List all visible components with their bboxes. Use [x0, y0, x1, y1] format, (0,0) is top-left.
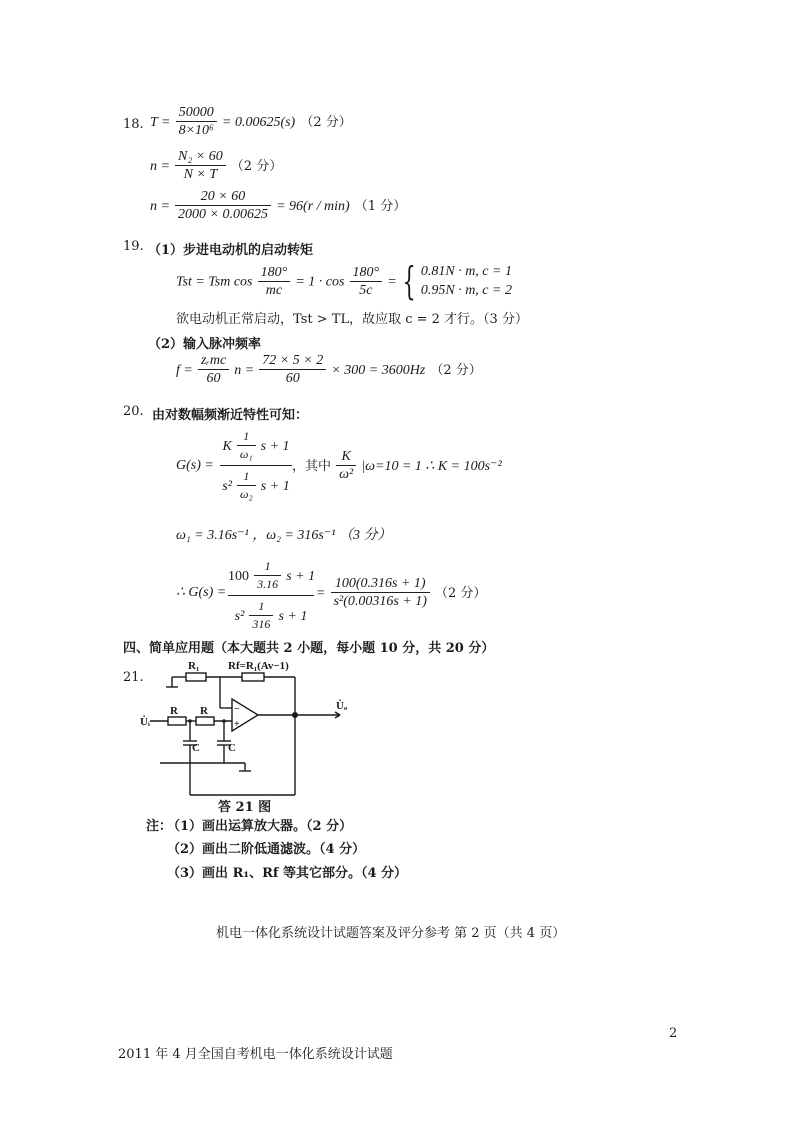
q20-K-condition [292, 448, 502, 483]
q19-freq-f2d: 60 [285, 371, 300, 386]
q20-comma: ，其中 [292, 459, 332, 474]
q21-number: 21. [123, 670, 144, 685]
label-r-a: R [170, 705, 178, 717]
r1-resistor [186, 673, 206, 681]
q19-conclusion: 欲电动机正常启动，Tst > TL，故应取 c = 2 才行。（3 分） [176, 312, 528, 327]
opamp-plus-label: + [234, 719, 240, 730]
q19-freq-lhs: f = [176, 363, 193, 378]
q20-final-n100: 100 [228, 569, 249, 584]
q18-score1: （2 分） [300, 115, 352, 130]
r-resistor-1 [168, 717, 186, 725]
q19-f2-numer: 180° [350, 264, 383, 282]
q18-numer2: N₂ × 60 [175, 148, 226, 166]
q19-case1: 0.81N · m, c = 1 [420, 264, 512, 279]
document-bottom-title: 2011 年 4 月全国自考机电一体化系统设计试题 [118, 1047, 393, 1062]
label-c-a: C [192, 742, 200, 754]
q19-freq-f1n: zᵣmc [198, 352, 229, 370]
q18-denom3: 2000 × 0.00625 [178, 207, 268, 222]
q20-final-splus-a: s + 1 [286, 569, 316, 584]
q20-final-rhs [316, 575, 486, 610]
q19-f2-denom: 5c [359, 282, 373, 298]
q21-note-3: （3）画出 R₁、Rf 等其它部分。（4 分） [167, 866, 408, 881]
label-c-b: C [228, 742, 236, 754]
section4-heading: 四、简单应用题（本大题共 2 小题，每小题 10 分，共 20 分） [123, 641, 495, 656]
q20-omegas: ω₁ = 3.16s⁻¹ ，ω₂ = 316s⁻¹ （3 分） [176, 528, 392, 543]
q18-denom2: N × T [183, 167, 218, 182]
q18-numer: 50000 [176, 104, 217, 122]
q18-score2: （2 分） [230, 159, 283, 174]
q20-kfrac-d: ω² [339, 467, 354, 482]
q20-kfrac-n: K [336, 448, 356, 466]
label-r-b: R [200, 705, 208, 717]
q20-final-fraction [228, 558, 314, 633]
page-number: 2 [669, 1026, 678, 1041]
q21-note-2: （2）画出二阶低通滤波。（4 分） [167, 842, 366, 857]
q18-score3: （1 分） [354, 199, 407, 214]
q19-torque-formula [176, 259, 512, 303]
label-uo: U̇ₒ [336, 700, 348, 712]
q21-note-1: （1）画出运算放大器。（2 分） [167, 819, 353, 834]
q20-G-one1: 1 [237, 428, 256, 446]
q20-final-eq: = [316, 586, 326, 601]
q21-caption: 答 21 图 [218, 800, 272, 815]
q20-final-d316b: 316 [252, 617, 271, 631]
q20-G-K: K [222, 439, 232, 454]
q19-freq-mid: n = [234, 363, 255, 378]
junction-node-1 [188, 719, 192, 723]
q18-numer3: 20 × 60 [175, 188, 271, 206]
label-r1: R₁ [188, 660, 200, 672]
q20-G-w2: ω₂ [240, 487, 253, 501]
q18-lhs: T = [150, 115, 171, 130]
label-rf: Rf=R₁(Av−1) [228, 660, 289, 672]
q20-final-n1a: 1 [254, 558, 281, 576]
q20-number: 20. [123, 404, 144, 419]
q21-note-title: 注： [146, 819, 173, 834]
q21-circuit-diagram [140, 655, 380, 800]
q20-final-score: （2 分） [435, 586, 487, 601]
q19-formula-mid: = 1 · cos [295, 274, 345, 290]
q18-line2 [150, 148, 282, 183]
q19-case2: 0.95N · m, c = 2 [420, 283, 512, 298]
q18-rhs: = 0.00625(s) [222, 115, 296, 130]
q18-line3 [150, 188, 406, 223]
junction-node-2 [222, 719, 226, 723]
q20-final-rn: 100(0.316s + 1) [331, 575, 430, 593]
q20-final-lhs: ∴ G(s) = [176, 585, 227, 600]
rf-resistor [242, 673, 264, 681]
q19-freq-f2n: 72 × 5 × 2 [259, 352, 326, 370]
q19-freq-f1d: 60 [206, 371, 221, 386]
q20-final-splus-b: s + 1 [278, 609, 308, 624]
q20-G-lhs: G(s) = [176, 458, 214, 473]
r-resistor-2 [196, 717, 214, 725]
q19-f1-denom: mc [265, 282, 283, 298]
opamp-minus-label: − [234, 704, 240, 715]
q19-freq-score: （2 分） [430, 363, 482, 378]
q19-freq-formula [176, 352, 482, 387]
q20-G-s1: s + 1 [260, 439, 290, 454]
q18-lhs2: n = [150, 159, 170, 174]
q20-final-d316a: 3.16 [257, 577, 279, 591]
label-ui: U̇ᵢ [140, 716, 150, 728]
q20-G-s1b: s + 1 [260, 479, 290, 494]
q19-number: 19. [123, 239, 144, 254]
q18-rhs3: = 96(r / min) [276, 199, 350, 214]
q18-number: 18. [123, 117, 144, 132]
q18-line1 [150, 104, 352, 139]
q19-formula-eq: = [387, 274, 397, 290]
q20-cond: |ω=10 = 1 ∴ K = 100s⁻² [361, 459, 502, 474]
q20-intro: 由对数幅频渐近特性可知： [152, 408, 309, 423]
q19-freq-rhs: × 300 = 3600Hz [331, 363, 426, 378]
q20-G-w1: ω₁ [239, 447, 253, 461]
q19-formula-lhs: Tst = Tsm cos [176, 274, 253, 290]
page-footer: 机电一体化系统设计试题答案及评分参考 第 2 页（共 4 页） [216, 926, 566, 941]
q20-final-s2: s² [234, 609, 245, 624]
output-node [292, 712, 298, 718]
q19-f1-numer: 180° [258, 264, 291, 282]
q20-final-rd: s²(0.00316s + 1) [333, 594, 427, 609]
cases-brace-icon: { [402, 259, 416, 303]
q20-G-s2: s² [222, 479, 232, 494]
q20-G-one2: 1 [237, 468, 256, 486]
q19-part1-title: （1）步进电动机的启动转矩 [148, 243, 314, 258]
q18-lhs3: n = [150, 199, 170, 214]
q19-part2-title: （2）输入脉冲频率 [148, 337, 262, 352]
q20-G-fraction [220, 428, 292, 503]
q18-denom: 8×10⁶ [178, 123, 214, 138]
q20-final-n1b: 1 [249, 598, 273, 616]
